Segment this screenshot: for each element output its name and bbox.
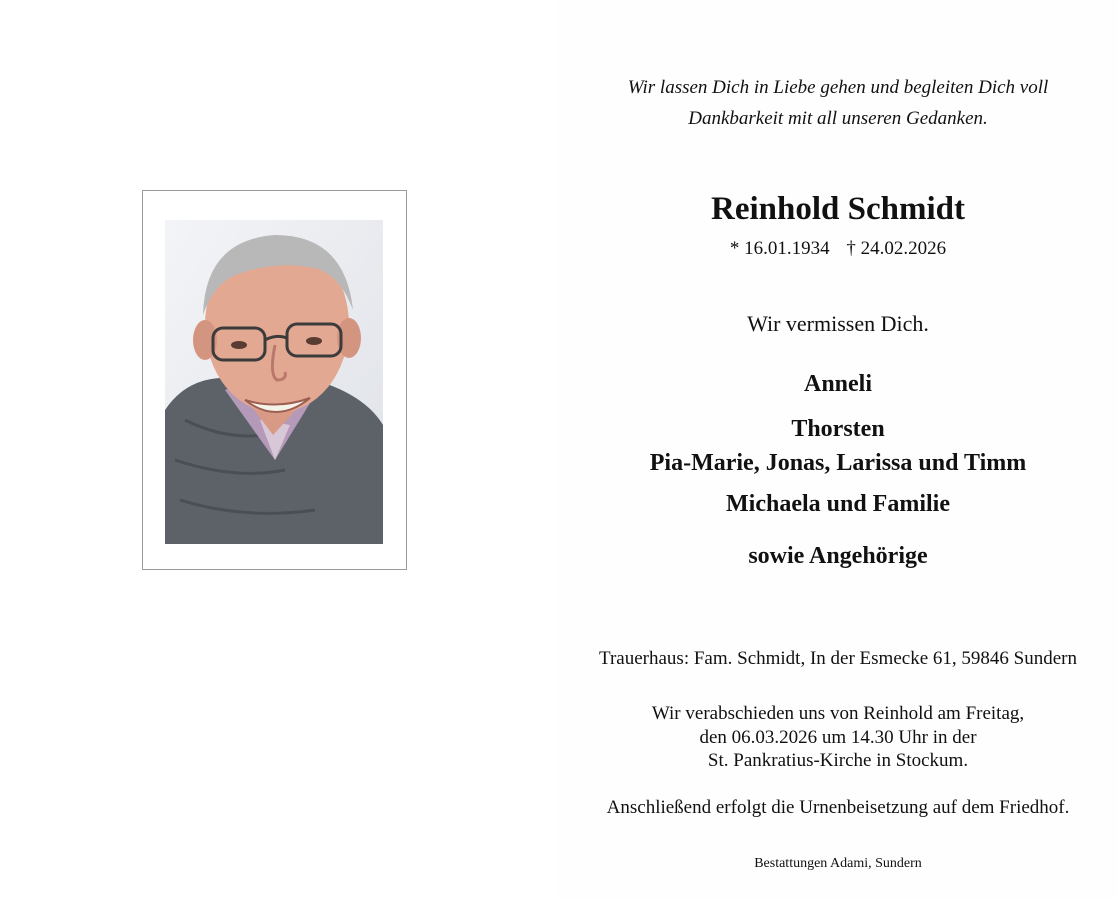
left-panel: [0, 0, 558, 900]
family-member: Michaela und Familie: [726, 491, 950, 517]
portrait-frame: [142, 190, 407, 570]
farewell-line-1: Wir verabschieden uns von Reinhold am Freitag,: [651, 703, 1025, 724]
farewell-line-3: St. Pankratius-Kirche in Stockum.: [707, 750, 969, 771]
farewell-service: [558, 702, 1118, 773]
family-member: sowie Angehörige: [748, 543, 928, 569]
life-dates: [558, 237, 1118, 261]
deceased-name: Reinhold Schmidt: [711, 191, 965, 227]
family-member: Anneli: [803, 371, 872, 397]
death-date: † 24.02.2026: [846, 238, 947, 259]
burial-note: Anschließend erfolgt die Urnenbeisetzung auf dem Friedhof.: [606, 797, 1070, 818]
farewell-line-2: den 06.03.2026 um 14.30 Uhr in der: [699, 726, 977, 748]
undertaker: Bestattungen Adami, Sundern: [754, 856, 922, 871]
family-member: Pia-Marie, Jonas, Larissa und Timm: [649, 450, 1027, 476]
family-member: Thorsten: [791, 416, 885, 442]
quote-line-1: Wir lassen Dich in Liebe gehen und begleiten Dich voll: [627, 77, 1049, 98]
memorial-quote: [558, 72, 1118, 134]
birth-date: * 16.01.1934: [729, 238, 830, 259]
mourning-house: Trauerhaus: Fam. Schmidt, In der Esmecke 61, 59846 Sundern: [599, 648, 1077, 669]
missing-message: Wir vermissen Dich.: [747, 311, 929, 336]
portrait-photo: [165, 220, 383, 544]
quote-line-2: Dankbarkeit mit all unseren Gedanken.: [688, 108, 988, 129]
